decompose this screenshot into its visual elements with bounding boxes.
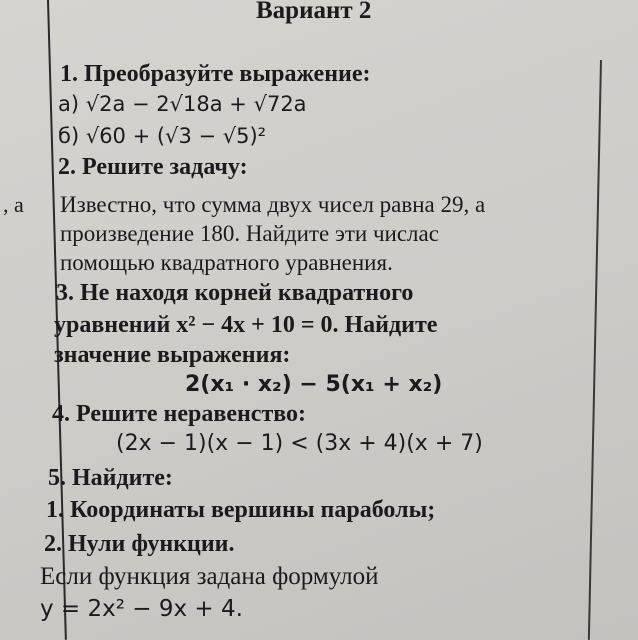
task-1a-expression: а) √2a − 2√18a + √72a xyxy=(58,92,307,116)
task-2-line-3: помощью квадратного уравнения. xyxy=(60,250,393,275)
task-5-item-2: 2. Нули функции. xyxy=(44,531,235,557)
task-3-line-3: значение выражения: xyxy=(54,342,291,368)
task-5-formula: y = 2x² − 9x + 4. xyxy=(40,596,243,622)
page-title: Вариант 2 xyxy=(256,0,372,24)
right-border-line xyxy=(588,60,602,640)
task-3-expression: 2(x₁ · x₂) − 5(x₁ + x₂) xyxy=(185,372,443,397)
task-3-line-2: уравнений x² − 4x + 10 = 0. Найдите xyxy=(54,312,438,338)
task-2-line-1: Известно, что сумма двух чисел равна 29, а xyxy=(60,192,486,217)
task-5-title: 5. Найдите: xyxy=(48,465,173,491)
task-1b-expression: б) √60 + (√3 − √5)² xyxy=(58,124,267,148)
margin-fragment: , а xyxy=(3,192,24,217)
task-5-text: Если функция задана формулой xyxy=(40,563,379,590)
task-2-line-2: произведение 180. Найдите эти числас xyxy=(60,221,439,246)
task-5-item-1: 1. Координаты вершины параболы; xyxy=(46,497,436,523)
task-2-title: 2. Решите задачу: xyxy=(58,154,248,180)
task-3-line-1: 3. Не находя корней квадратного xyxy=(56,280,414,306)
task-4-inequality: (2x − 1)(x − 1) < (3x + 4)(x + 7) xyxy=(116,431,483,456)
task-4-title: 4. Решите неравенство: xyxy=(52,401,307,427)
task-1-title: 1. Преобразуйте выражение: xyxy=(60,61,371,87)
